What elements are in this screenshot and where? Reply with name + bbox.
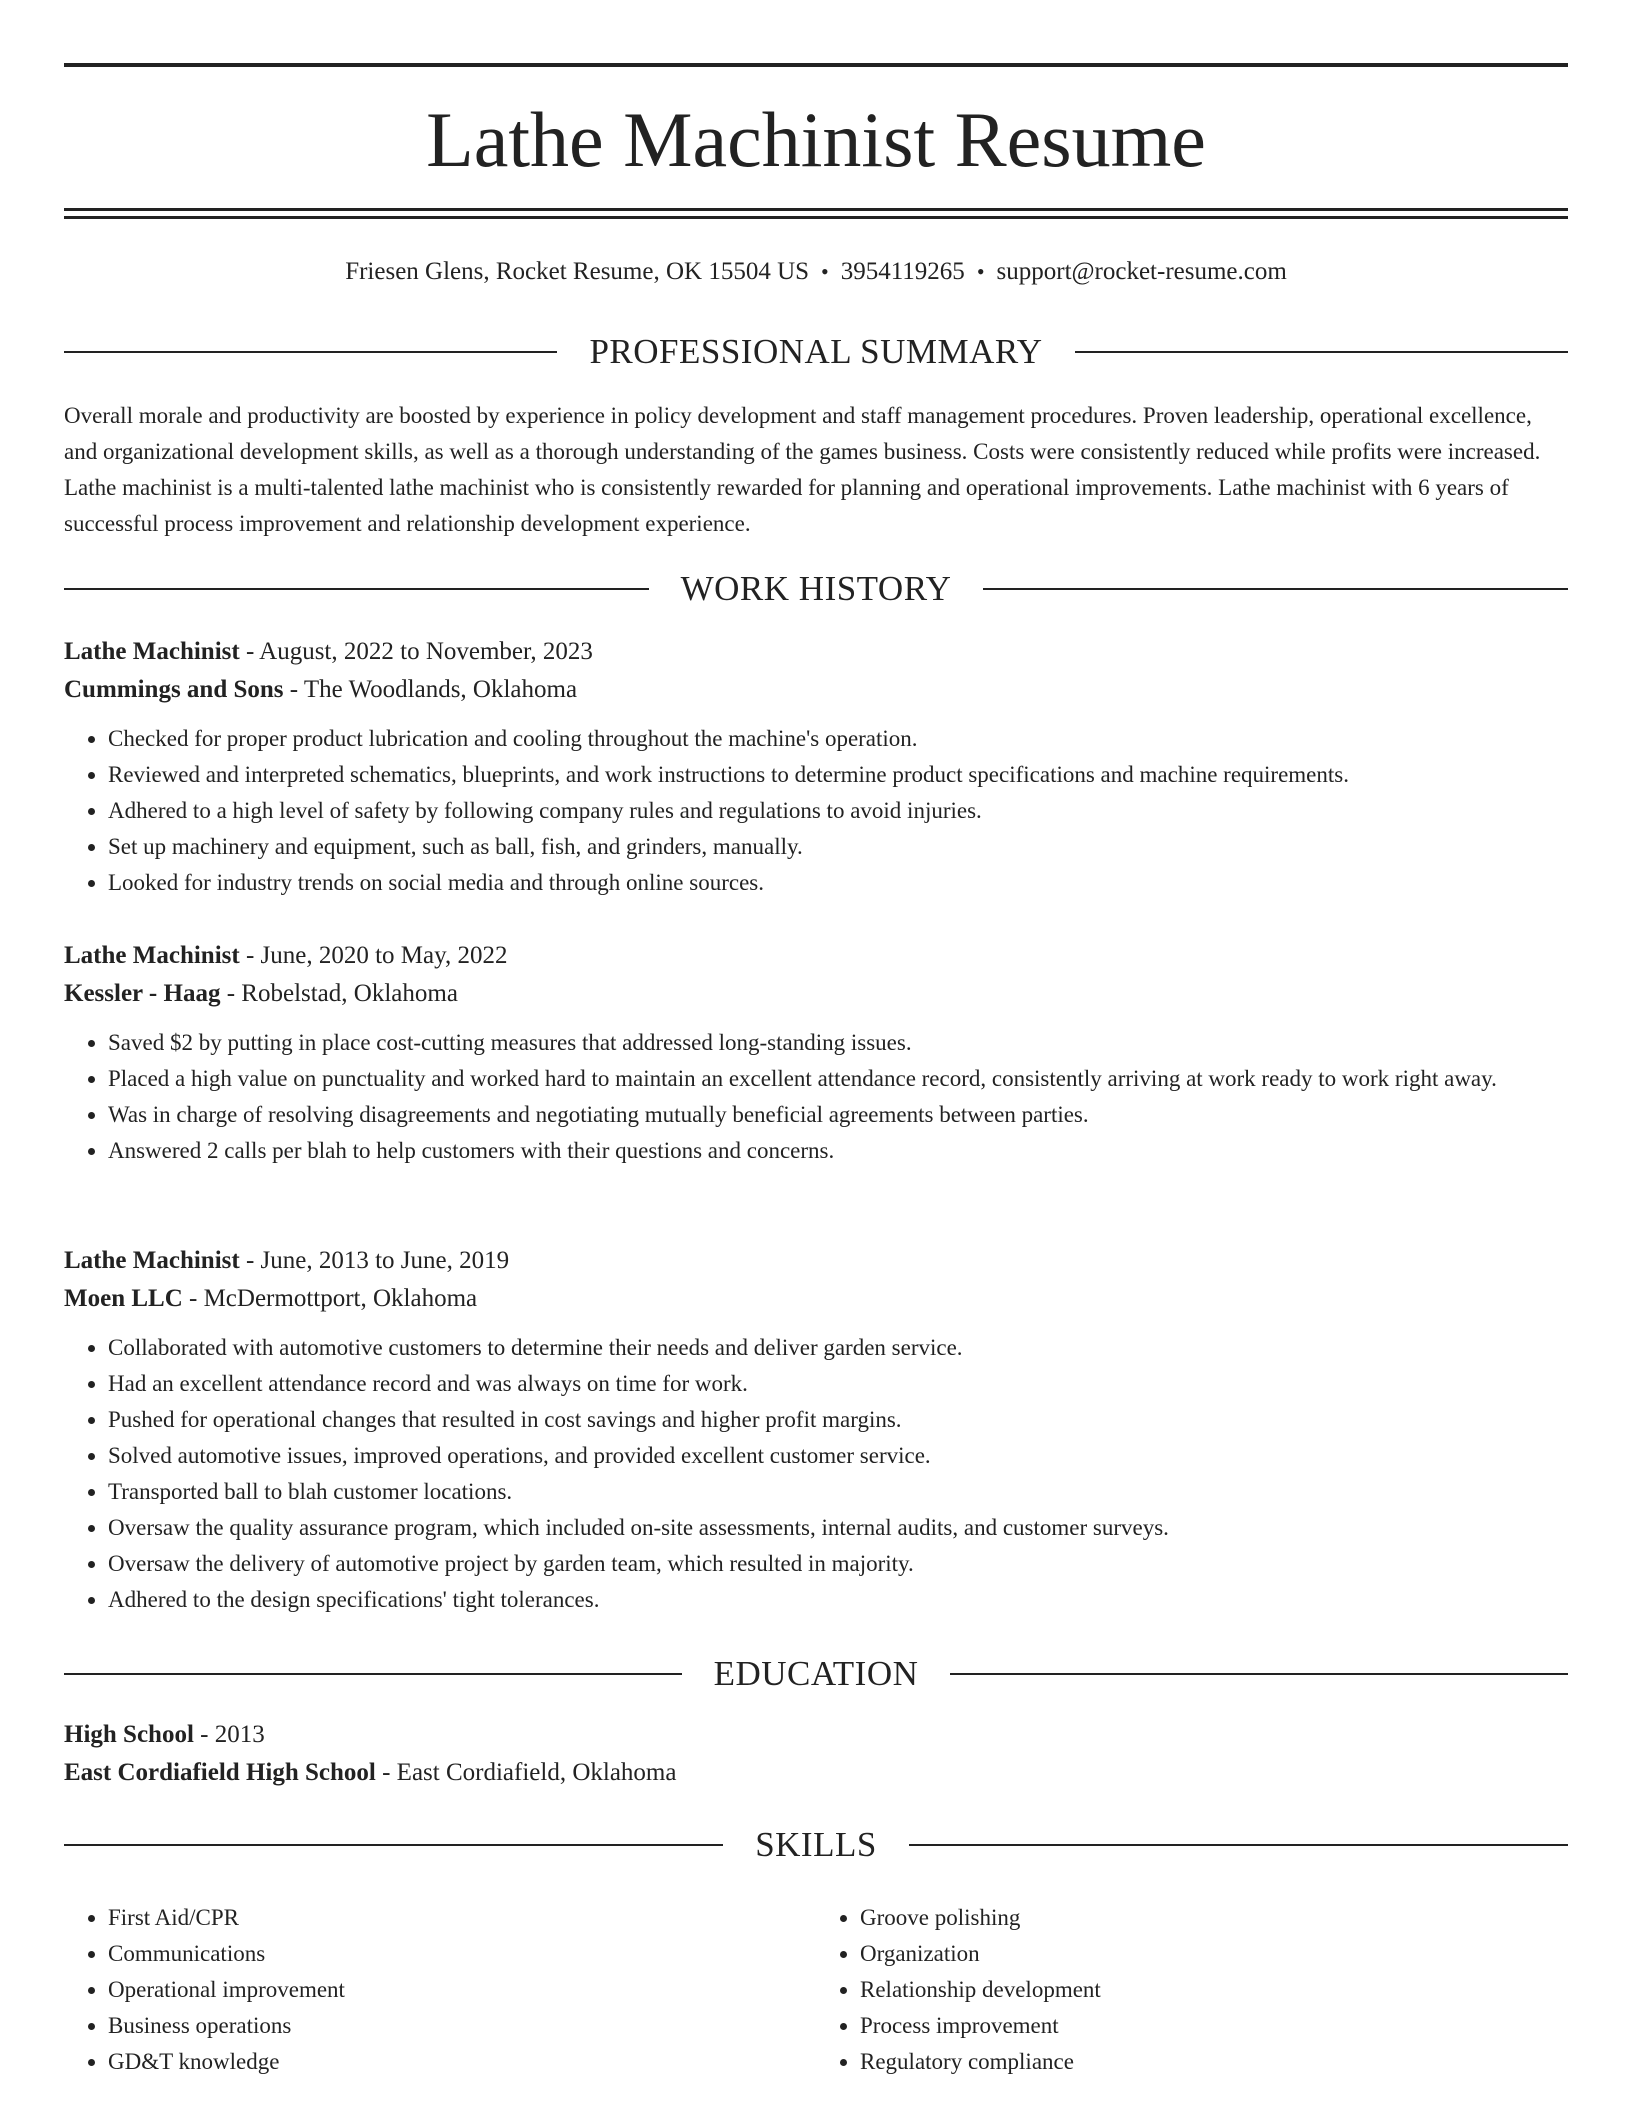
job-location: - McDermottport, Oklahoma bbox=[182, 1285, 478, 1312]
job-title-line bbox=[64, 1242, 1568, 1280]
job-bullets bbox=[64, 1330, 1568, 1618]
skill-item: • Communications bbox=[108, 1936, 816, 1972]
list-item: • Collaborated with automotive customers to determine their needs and deliver garden service. bbox=[108, 1330, 1568, 1366]
list-item: • Answered 2 calls per blah to help customers with their questions and concerns. bbox=[108, 1133, 1568, 1169]
skill-item: • Groove polishing bbox=[860, 1900, 1568, 1936]
section-title-summary: PROFESSIONAL SUMMARY bbox=[589, 332, 1043, 371]
job-title: Lathe Machinist bbox=[64, 638, 240, 665]
title-double-rule bbox=[64, 208, 1568, 219]
education-degree-line bbox=[64, 1716, 1568, 1754]
job-dates: - June, 2020 to May, 2022 bbox=[239, 942, 508, 969]
skill-item: • GD&T knowledge bbox=[108, 2044, 816, 2080]
section-heading-work bbox=[64, 567, 1568, 611]
contact-phone: 3954119265 bbox=[840, 258, 965, 285]
job-title-line bbox=[64, 633, 1568, 671]
heading-rule bbox=[909, 1844, 1568, 1846]
job-entry bbox=[64, 1242, 1568, 1618]
job-bullets bbox=[64, 721, 1568, 901]
summary-text: Overall morale and productivity are boosted by experience in policy development and staff management procedures. Proven leadership, operational excellence, and organizational development skills, as well as a thorough understanding of the games business. Costs were consistently reduced while profits were increased. Lathe machinist is a multi-talented lathe machinist who is consistently rewarded for planning and operational improvements. Lathe machinist with 6 years of successful process improvement and relationship development experience. bbox=[64, 403, 1541, 536]
education-school: East Cordiafield High School bbox=[64, 1759, 376, 1786]
contact-email: support@rocket-resume.com bbox=[996, 258, 1287, 285]
list-item: • Pushed for operational changes that resulted in cost savings and higher profit margins. bbox=[108, 1402, 1568, 1438]
heading-rule bbox=[64, 1844, 723, 1846]
skills-columns bbox=[64, 1900, 1568, 2080]
list-item: • Had an excellent attendance record and was always on time for work. bbox=[108, 1366, 1568, 1402]
section-title-work: WORK HISTORY bbox=[680, 569, 952, 608]
section-title-skills: SKILLS bbox=[755, 1825, 877, 1864]
contact-address: Friesen Glens, Rocket Resume, OK 15504 US bbox=[345, 258, 810, 285]
job-title: Lathe Machinist bbox=[64, 1247, 240, 1274]
list-item: • Checked for proper product lubrication and cooling throughout the machine's operation. bbox=[108, 721, 1568, 757]
job-title: Lathe Machinist bbox=[64, 942, 240, 969]
job-bullets bbox=[64, 1025, 1568, 1169]
contact-line bbox=[64, 255, 1568, 289]
skill-item: • Business operations bbox=[108, 2008, 816, 2044]
job-company: Kessler - Haag bbox=[64, 980, 221, 1007]
section-heading-education bbox=[64, 1652, 1568, 1696]
skill-item: • First Aid/CPR bbox=[108, 1900, 816, 1936]
heading-rule bbox=[64, 351, 557, 353]
list-item: • Oversaw the quality assurance program, which included on-site assessments, internal audits, and customer surveys. bbox=[108, 1510, 1568, 1546]
list-item: • Placed a high value on punctuality and worked hard to maintain an excellent attendance record, consistently arriving at work ready to work right away. bbox=[108, 1061, 1568, 1097]
section-title-education: EDUCATION bbox=[713, 1654, 919, 1693]
list-item: • Oversaw the delivery of automotive project by garden team, which resulted in majority. bbox=[108, 1546, 1568, 1582]
job-company-line bbox=[64, 671, 1568, 709]
section-heading-summary bbox=[64, 330, 1568, 374]
job-entry bbox=[64, 937, 1568, 1169]
heading-rule bbox=[983, 588, 1568, 590]
section-heading-skills bbox=[64, 1823, 1568, 1867]
education-school-line bbox=[64, 1754, 1568, 1792]
job-dates: - June, 2013 to June, 2019 bbox=[239, 1247, 510, 1274]
job-company-line bbox=[64, 1280, 1568, 1318]
list-item: • Solved automotive issues, improved operations, and provided excellent customer service. bbox=[108, 1438, 1568, 1474]
resume-title: Lathe Machinist Resume bbox=[426, 96, 1206, 183]
list-item: • Was in charge of resolving disagreements and negotiating mutually beneficial agreements between parties. bbox=[108, 1097, 1568, 1133]
job-entry bbox=[64, 633, 1568, 901]
education-year: - 2013 bbox=[193, 1721, 265, 1748]
heading-rule bbox=[64, 1673, 682, 1675]
heading-rule bbox=[950, 1673, 1568, 1675]
list-item: • Saved $2 by putting in place cost-cutting measures that addressed long-standing issues. bbox=[108, 1025, 1568, 1061]
education-location: - East Cordiafield, Oklahoma bbox=[375, 1759, 677, 1786]
skill-item: • Regulatory compliance bbox=[860, 2044, 1568, 2080]
skill-item: • Operational improvement bbox=[108, 1972, 816, 2008]
job-location: - The Woodlands, Oklahoma bbox=[283, 676, 578, 703]
education-entry bbox=[64, 1716, 1568, 1792]
skill-item: • Relationship development bbox=[860, 1972, 1568, 2008]
job-company-line bbox=[64, 975, 1568, 1013]
job-dates: - August, 2022 to November, 2023 bbox=[239, 638, 593, 665]
list-item: • Transported ball to blah customer locations. bbox=[108, 1474, 1568, 1510]
job-title-line bbox=[64, 937, 1568, 975]
skill-item: • Process improvement bbox=[860, 2008, 1568, 2044]
contact-separator: • bbox=[821, 259, 829, 284]
heading-rule bbox=[64, 588, 649, 590]
list-item: • Adhered to a high level of safety by following company rules and regulations to avoid injuries. bbox=[108, 793, 1568, 829]
list-item: • Adhered to the design specifications' tight tolerances. bbox=[108, 1582, 1568, 1618]
education-degree: High School bbox=[64, 1721, 194, 1748]
skills-list-right bbox=[816, 1900, 1568, 2080]
job-company: Cummings and Sons bbox=[64, 676, 284, 703]
job-company: Moen LLC bbox=[64, 1285, 183, 1312]
skill-item: • Organization bbox=[860, 1936, 1568, 1972]
heading-rule bbox=[1075, 351, 1568, 353]
list-item: • Looked for industry trends on social media and through online sources. bbox=[108, 865, 1568, 901]
list-item: • Reviewed and interpreted schematics, blueprints, and work instructions to determine product specifications and machine requirements. bbox=[108, 757, 1568, 793]
list-item: • Set up machinery and equipment, such as ball, fish, and grinders, manually. bbox=[108, 829, 1568, 865]
skills-list-left bbox=[64, 1900, 816, 2080]
job-location: - Robelstad, Oklahoma bbox=[220, 980, 458, 1007]
contact-separator: • bbox=[976, 259, 985, 284]
top-rule bbox=[64, 63, 1568, 67]
